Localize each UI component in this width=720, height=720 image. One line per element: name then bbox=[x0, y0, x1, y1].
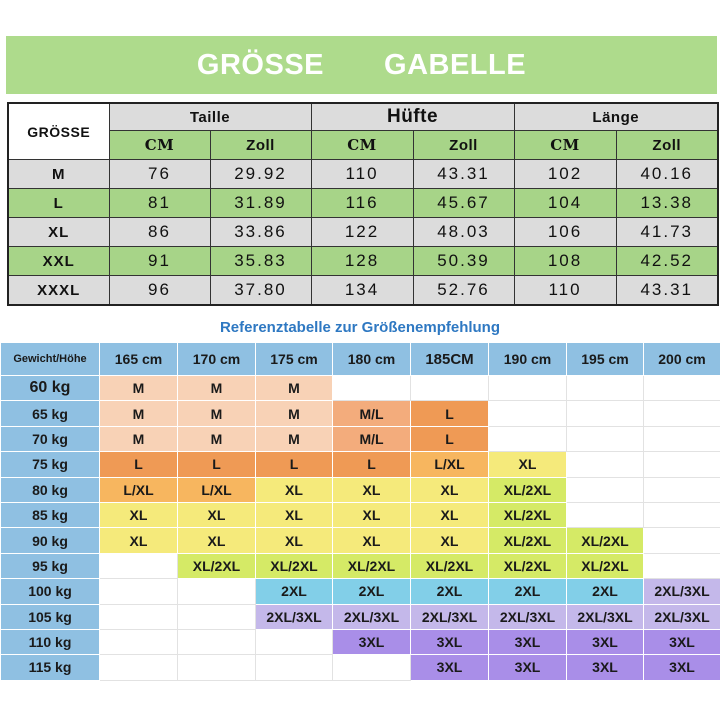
empty-cell bbox=[100, 604, 178, 629]
size-recommendation-cell: M bbox=[100, 376, 178, 401]
size-recommendation-cell: 3XL bbox=[333, 629, 411, 654]
size-recommendation-cell: 3XL bbox=[644, 655, 720, 680]
height-header: 165 cm bbox=[100, 343, 178, 376]
subheader-cm: CM bbox=[514, 131, 616, 160]
weight-label: 95 kg bbox=[1, 553, 100, 578]
size-label: XXL bbox=[8, 247, 109, 276]
measurement-cell: 50.39 bbox=[413, 247, 514, 276]
size-recommendation-cell: L bbox=[178, 452, 256, 477]
empty-cell bbox=[567, 452, 644, 477]
empty-cell bbox=[489, 376, 567, 401]
size-recommendation-cell: XL/2XL bbox=[489, 502, 567, 527]
weight-label: 60 kg bbox=[1, 376, 100, 401]
empty-cell bbox=[411, 376, 489, 401]
size-recommendation-cell: M bbox=[256, 376, 333, 401]
weight-label: 110 kg bbox=[1, 629, 100, 654]
size-recommendation-cell: XL bbox=[256, 528, 333, 553]
title-banner bbox=[6, 36, 717, 94]
size-row bbox=[8, 247, 718, 276]
empty-cell bbox=[644, 553, 720, 578]
size-recommendation-cell: 2XL/3XL bbox=[333, 604, 411, 629]
size-recommendation-cell: M bbox=[256, 426, 333, 451]
measurement-cell: 33.86 bbox=[210, 218, 311, 247]
empty-cell bbox=[644, 376, 720, 401]
size-row bbox=[8, 218, 718, 247]
empty-cell bbox=[567, 502, 644, 527]
empty-cell bbox=[256, 655, 333, 680]
size-recommendation-cell: L/XL bbox=[411, 452, 489, 477]
weight-label: 75 kg bbox=[1, 452, 100, 477]
measurement-cell: 31.89 bbox=[210, 189, 311, 218]
measurement-cell: 91 bbox=[109, 247, 210, 276]
size-recommendation-cell: 3XL bbox=[489, 655, 567, 680]
size-row bbox=[8, 276, 718, 306]
size-row bbox=[8, 189, 718, 218]
size-recommendation-cell: XL bbox=[100, 502, 178, 527]
size-recommendation-cell: L/XL bbox=[178, 477, 256, 502]
weight-row bbox=[1, 553, 720, 578]
size-recommendation-cell: 2XL/3XL bbox=[644, 579, 720, 604]
empty-cell bbox=[644, 401, 720, 426]
empty-cell bbox=[100, 655, 178, 680]
size-recommendation-cell: XL bbox=[489, 452, 567, 477]
size-recommendation-cell: L bbox=[411, 401, 489, 426]
height-header: 185CM bbox=[411, 343, 489, 376]
measurement-cell: 106 bbox=[514, 218, 616, 247]
empty-cell bbox=[333, 655, 411, 680]
weight-label: 105 kg bbox=[1, 604, 100, 629]
height-header: 180 cm bbox=[333, 343, 411, 376]
reference-table-title: Referenztabelle zur Größenempfehlung bbox=[219, 319, 501, 336]
measurement-cell: 42.52 bbox=[616, 247, 718, 276]
weight-row bbox=[1, 376, 720, 401]
size-recommendation-cell: 2XL bbox=[333, 579, 411, 604]
subheader-inch: Zoll bbox=[210, 131, 311, 160]
size-recommendation-cell: XL bbox=[100, 528, 178, 553]
measurement-cell: 48.03 bbox=[413, 218, 514, 247]
subheader-cm: CM bbox=[311, 131, 413, 160]
size-recommendation-cell: XL bbox=[333, 477, 411, 502]
measurement-cell: 76 bbox=[109, 160, 210, 189]
size-recommendation-cell: XL/2XL bbox=[411, 553, 489, 578]
size-recommendation-cell: M bbox=[256, 401, 333, 426]
size-recommendation-cell: 3XL bbox=[489, 629, 567, 654]
size-recommendation-cell: L bbox=[100, 452, 178, 477]
banner-title-right: GABELLE bbox=[384, 48, 527, 81]
size-row bbox=[8, 160, 718, 189]
measurement-cell: 37.80 bbox=[210, 276, 311, 306]
height-header: 195 cm bbox=[567, 343, 644, 376]
size-recommendation-cell: M bbox=[178, 426, 256, 451]
empty-cell bbox=[489, 426, 567, 451]
size-recommendation-cell: 2XL/3XL bbox=[411, 604, 489, 629]
measurement-cell: 41.73 bbox=[616, 218, 718, 247]
weight-label: 85 kg bbox=[1, 502, 100, 527]
size-label: M bbox=[8, 160, 109, 189]
group-header-hip: Hüfte bbox=[311, 103, 514, 131]
size-recommendation-cell: L/XL bbox=[100, 477, 178, 502]
height-header: 175 cm bbox=[256, 343, 333, 376]
weight-height-corner: Gewicht/Höhe bbox=[1, 343, 100, 376]
size-recommendation-cell: L bbox=[411, 426, 489, 451]
size-recommendation-cell: L bbox=[256, 452, 333, 477]
size-recommendation-cell: XL/2XL bbox=[489, 528, 567, 553]
height-header: 190 cm bbox=[489, 343, 567, 376]
size-recommendation-cell: M/L bbox=[333, 426, 411, 451]
weight-row bbox=[1, 452, 720, 477]
empty-cell bbox=[100, 553, 178, 578]
size-recommendation-cell: XL/2XL bbox=[489, 553, 567, 578]
empty-cell bbox=[644, 452, 720, 477]
empty-cell bbox=[644, 502, 720, 527]
size-recommendation-cell: XL/2XL bbox=[333, 553, 411, 578]
size-recommendation-cell: XL/2XL bbox=[489, 477, 567, 502]
measurement-cell: 13.38 bbox=[616, 189, 718, 218]
measurement-cell: 116 bbox=[311, 189, 413, 218]
measurement-cell: 108 bbox=[514, 247, 616, 276]
size-recommendation-cell: 2XL bbox=[489, 579, 567, 604]
size-recommendation-cell: XL/2XL bbox=[178, 553, 256, 578]
weight-row bbox=[1, 426, 720, 451]
size-recommendation-cell: XL bbox=[333, 528, 411, 553]
subheader-inch: Zoll bbox=[616, 131, 718, 160]
size-recommendation-cell: XL bbox=[178, 528, 256, 553]
measurement-cell: 134 bbox=[311, 276, 413, 306]
weight-row bbox=[1, 629, 720, 654]
weight-label: 70 kg bbox=[1, 426, 100, 451]
empty-cell bbox=[644, 426, 720, 451]
group-header-length: Länge bbox=[514, 103, 718, 131]
measurement-cell: 122 bbox=[311, 218, 413, 247]
weight-row bbox=[1, 655, 720, 680]
measurement-cell: 43.31 bbox=[616, 276, 718, 306]
size-recommendation-cell: 2XL bbox=[567, 579, 644, 604]
size-recommendation-cell: 3XL bbox=[411, 629, 489, 654]
measurement-cell: 104 bbox=[514, 189, 616, 218]
size-recommendation-cell: XL/2XL bbox=[567, 528, 644, 553]
height-header: 170 cm bbox=[178, 343, 256, 376]
size-recommendation-cell: XL bbox=[256, 477, 333, 502]
size-recommendation-cell: XL bbox=[411, 477, 489, 502]
height-header: 200 cm bbox=[644, 343, 720, 376]
weight-label: 65 kg bbox=[1, 401, 100, 426]
size-recommendation-cell: 2XL bbox=[256, 579, 333, 604]
empty-cell bbox=[489, 401, 567, 426]
size-recommendation-cell: 2XL/3XL bbox=[567, 604, 644, 629]
empty-cell bbox=[644, 477, 720, 502]
banner-title-left: GRÖSSE bbox=[196, 48, 325, 81]
size-recommendation-cell: 2XL bbox=[411, 579, 489, 604]
size-recommendation-cell: XL/2XL bbox=[567, 553, 644, 578]
size-recommendation-cell: M/L bbox=[333, 401, 411, 426]
size-recommendation-cell: L bbox=[333, 452, 411, 477]
weight-label: 80 kg bbox=[1, 477, 100, 502]
size-recommendation-cell: 2XL/3XL bbox=[489, 604, 567, 629]
empty-cell bbox=[333, 376, 411, 401]
size-label: XXXL bbox=[8, 276, 109, 306]
empty-cell bbox=[178, 655, 256, 680]
weight-label: 115 kg bbox=[1, 655, 100, 680]
measurement-cell: 52.76 bbox=[413, 276, 514, 306]
size-recommendation-cell: XL/2XL bbox=[256, 553, 333, 578]
size-recommendation-cell: XL bbox=[333, 502, 411, 527]
size-recommendation-cell: 3XL bbox=[644, 629, 720, 654]
empty-cell bbox=[567, 376, 644, 401]
empty-cell bbox=[178, 579, 256, 604]
empty-cell bbox=[100, 629, 178, 654]
measurement-cell: 40.16 bbox=[616, 160, 718, 189]
size-recommendation-cell: M bbox=[178, 401, 256, 426]
empty-cell bbox=[178, 629, 256, 654]
size-recommendation-cell: XL bbox=[411, 528, 489, 553]
measurement-cell: 29.92 bbox=[210, 160, 311, 189]
empty-cell bbox=[178, 604, 256, 629]
weight-row bbox=[1, 528, 720, 553]
size-recommendation-cell: XL bbox=[411, 502, 489, 527]
size-recommendation-cell: 3XL bbox=[567, 629, 644, 654]
measurement-cell: 102 bbox=[514, 160, 616, 189]
size-table-corner: GRÖSSE bbox=[8, 103, 109, 160]
empty-cell bbox=[644, 528, 720, 553]
size-recommendation-cell: XL bbox=[178, 502, 256, 527]
size-recommendation-cell: 3XL bbox=[567, 655, 644, 680]
measurement-cell: 128 bbox=[311, 247, 413, 276]
measurement-cell: 43.31 bbox=[413, 160, 514, 189]
weight-row bbox=[1, 579, 720, 604]
subheader-inch: Zoll bbox=[413, 131, 514, 160]
size-recommendation-cell: XL bbox=[256, 502, 333, 527]
weight-row bbox=[1, 401, 720, 426]
weight-row bbox=[1, 604, 720, 629]
weight-label: 100 kg bbox=[1, 579, 100, 604]
measurement-cell: 86 bbox=[109, 218, 210, 247]
measurement-cell: 110 bbox=[311, 160, 413, 189]
weight-row bbox=[1, 477, 720, 502]
size-recommendation-cell: M bbox=[100, 401, 178, 426]
measurement-cell: 81 bbox=[109, 189, 210, 218]
size-recommendation-cell: M bbox=[100, 426, 178, 451]
size-label: XL bbox=[8, 218, 109, 247]
empty-cell bbox=[567, 477, 644, 502]
size-recommendation-cell: 3XL bbox=[411, 655, 489, 680]
size-recommendation-table bbox=[0, 342, 720, 681]
empty-cell bbox=[567, 426, 644, 451]
measurement-cell: 110 bbox=[514, 276, 616, 306]
size-recommendation-cell: M bbox=[178, 376, 256, 401]
size-recommendation-cell: 2XL/3XL bbox=[256, 604, 333, 629]
measurement-cell: 35.83 bbox=[210, 247, 311, 276]
weight-label: 90 kg bbox=[1, 528, 100, 553]
weight-row bbox=[1, 502, 720, 527]
empty-cell bbox=[567, 401, 644, 426]
empty-cell bbox=[256, 629, 333, 654]
subheader-cm: CM bbox=[109, 131, 210, 160]
size-recommendation-cell: 2XL/3XL bbox=[644, 604, 720, 629]
size-label: L bbox=[8, 189, 109, 218]
group-header-waist: Taille bbox=[109, 103, 311, 131]
size-chart-table bbox=[7, 102, 719, 306]
measurement-cell: 45.67 bbox=[413, 189, 514, 218]
empty-cell bbox=[100, 579, 178, 604]
measurement-cell: 96 bbox=[109, 276, 210, 306]
